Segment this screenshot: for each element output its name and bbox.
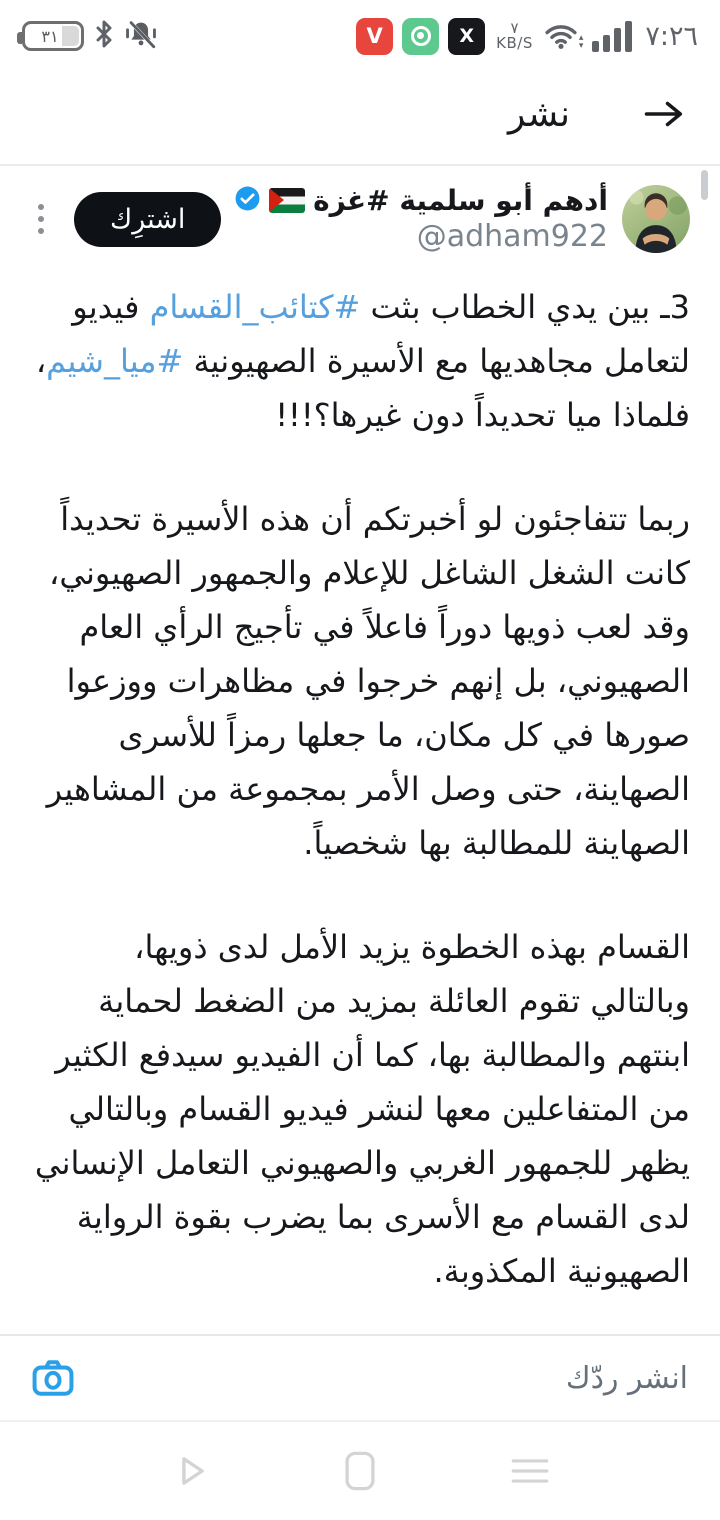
verified-badge-icon xyxy=(234,185,261,216)
back-arrow-icon[interactable] xyxy=(644,100,684,128)
wifi-icon xyxy=(544,23,584,50)
status-bar-right xyxy=(356,18,698,55)
tweet-paragraph xyxy=(30,492,690,870)
v-app-notification-icon: V xyxy=(356,18,393,55)
tweet-text-segment: فيديو لتعامل مجاهديها مع الأسيرة الصهيونية xyxy=(72,288,690,380)
tweet-text-segment: القسام بهذه الخطوة يزيد الأمل لدى ذويها، وبالتالي تقوم العائلة بمزيد من الضغط لحماية ابنتهم والمطالبة بها، كما أن الفيديو سيدفع الكثير من المتفاعلين معها لنشر فيديو القسام وبالتالي يظهر للجمهور الغربي والصهيوني التعامل الإنساني لدى القسام مع الأسرى بما يضرب بقوة الرواية الصهيونية المكذوبة. xyxy=(34,928,690,1290)
battery-level: ٣١ xyxy=(41,26,59,46)
battery-icon xyxy=(22,21,84,51)
author-handle: @adham922 xyxy=(416,219,608,254)
tweet-paragraph xyxy=(30,920,690,1298)
avatar[interactable] xyxy=(622,185,690,253)
nav-back-icon[interactable] xyxy=(162,1443,218,1499)
nav-recents-icon[interactable] xyxy=(502,1443,558,1499)
network-speed-value: ٧ xyxy=(510,19,519,37)
tweet-text-segment: ربما تتفاجئون لو أخبرتكم أن هذه الأسيرة تحديداً كانت الشغل الشاغل للإعلام والجمهور الصهيوني، وقد لعب ذويها دوراً فاعلاً في تأجيج الرأي العام الصهيوني، بل إنهم خرجوا في مظاهرات ووزعوا صورها في كل مكان، ما جعلها رمزاً للأسرى الصهاينة، حتى وصل الأمر بمجموعة من المشاهير الصهاينة للمطالبة بها شخصياً. xyxy=(46,500,690,862)
author-display-name: أدهم أبو سلمية #غزة xyxy=(313,184,608,217)
screen-header xyxy=(0,64,720,164)
tweet-text xyxy=(0,254,720,1298)
camera-icon[interactable] xyxy=(32,1359,74,1397)
android-nav-bar xyxy=(0,1420,720,1520)
reply-placeholder[interactable]: انشر ردّك xyxy=(565,1360,688,1396)
reply-bar[interactable] xyxy=(0,1334,720,1420)
green-app-logo xyxy=(411,26,431,46)
tweet-text-segment: 3ـ بين يدي الخطاب بثت xyxy=(360,288,690,326)
tweet-author-row xyxy=(0,166,720,254)
status-bar xyxy=(0,0,720,64)
kebab-menu-icon[interactable] xyxy=(34,200,48,238)
x-app-notification-icon: X xyxy=(448,18,485,55)
tweet-text-segment: ، فلماذا ميا تحديداً دون غيرها؟!!! xyxy=(35,342,690,434)
hashtag-link[interactable]: #كتائب_القسام xyxy=(149,288,361,326)
palestine-flag-emoji xyxy=(269,188,305,213)
author-name-row xyxy=(234,184,608,217)
network-speed xyxy=(496,21,533,51)
green-app-notification-icon xyxy=(402,18,439,55)
nav-home-icon[interactable] xyxy=(332,1443,388,1499)
status-bar-left xyxy=(22,18,158,54)
wifi-updown-arrows: ▴ ▾ xyxy=(578,32,584,51)
bluetooth-icon xyxy=(93,19,115,53)
mute-bell-icon xyxy=(124,18,158,54)
network-speed-unit: KB/S xyxy=(496,34,533,52)
signal-bars-icon xyxy=(592,20,632,52)
tweet-paragraph xyxy=(30,280,690,442)
author-name-block[interactable] xyxy=(234,184,608,254)
page-title: نشر xyxy=(508,93,570,135)
subscribe-button[interactable]: اشترِك xyxy=(74,192,221,247)
status-time: ٧:٢٦ xyxy=(645,20,698,52)
hashtag-link[interactable]: #ميا_شيم xyxy=(46,342,184,380)
scrollbar-thumb[interactable] xyxy=(701,170,708,200)
